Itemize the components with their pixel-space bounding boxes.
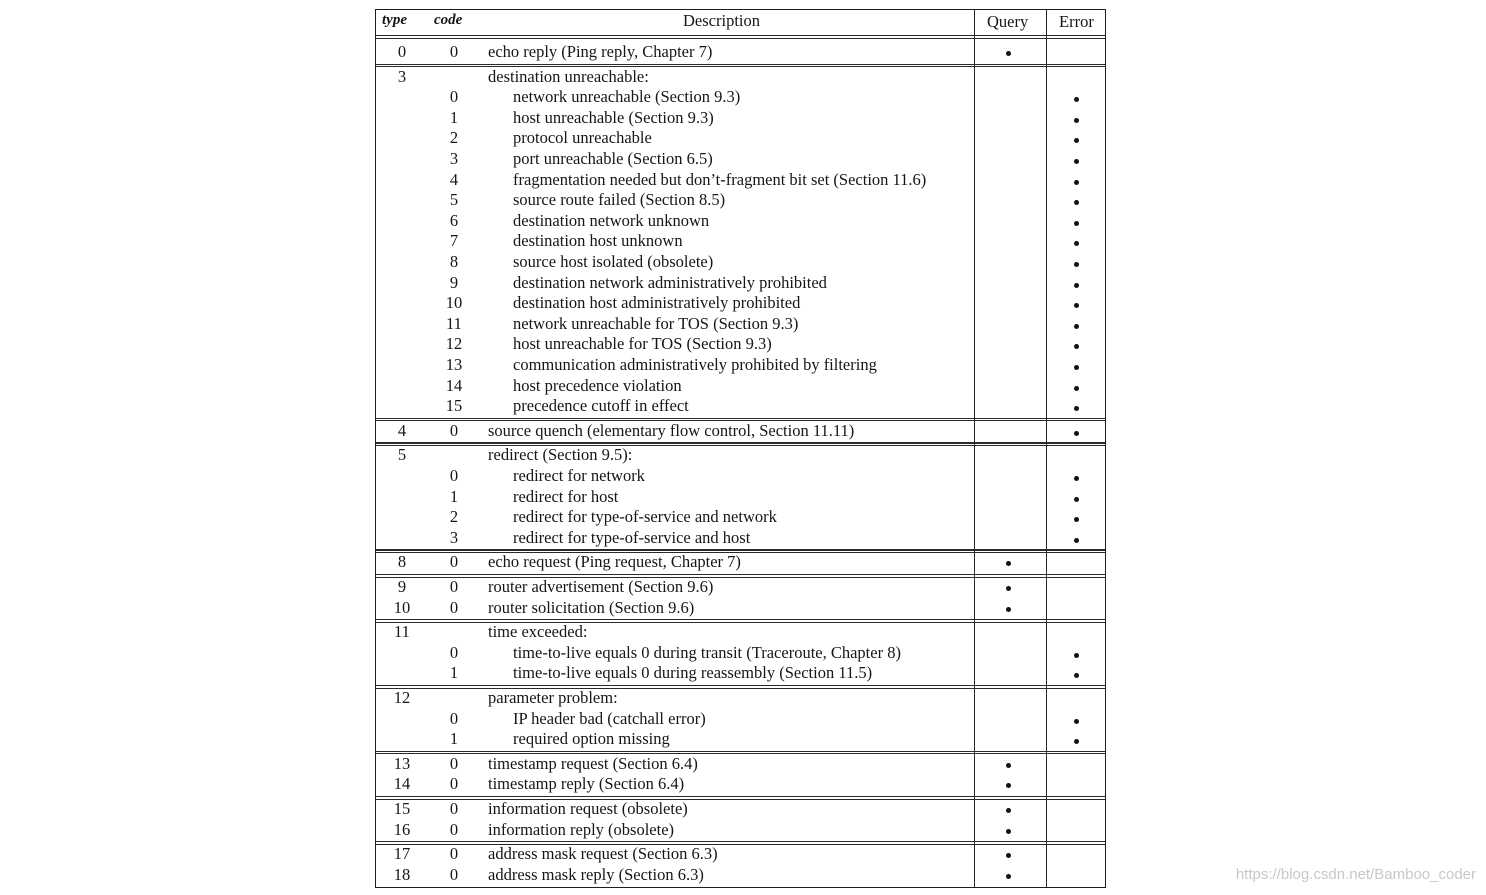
error-mark xyxy=(1074,221,1079,226)
header-code: code xyxy=(434,12,463,28)
error-mark xyxy=(1074,118,1079,123)
cell-type: 15 xyxy=(393,799,411,818)
group-rule-top xyxy=(376,685,1105,686)
error-mark xyxy=(1074,97,1079,102)
header-type: type xyxy=(382,12,407,28)
cell-code: 0 xyxy=(449,819,459,839)
group-rule-top xyxy=(376,841,1105,842)
cell-type: 10 xyxy=(393,597,411,617)
query-mark xyxy=(1006,607,1011,612)
cell-code: 1 xyxy=(449,729,459,749)
header-rule-top xyxy=(376,35,1105,36)
cell-description: redirect for type-of-service and host xyxy=(513,527,751,547)
query-mark xyxy=(1006,763,1011,768)
cell-code: 0 xyxy=(449,466,459,485)
error-mark xyxy=(1074,303,1079,308)
cell-code: 0 xyxy=(449,577,459,596)
cell-code: 8 xyxy=(449,252,459,271)
cell-code: 9 xyxy=(449,272,459,292)
group-rule-top xyxy=(376,418,1105,419)
header-error: Error xyxy=(1059,12,1094,31)
cell-description: timestamp reply (Section 6.4) xyxy=(488,774,685,794)
cell-description: timestamp request (Section 6.4) xyxy=(488,753,698,773)
cell-description-heading: destination unreachable: xyxy=(488,66,649,86)
cell-description: fragmentation needed but don’t-fragment bit set (Section 11.6) xyxy=(513,169,927,189)
column-divider-query xyxy=(974,10,975,887)
cell-type: 3 xyxy=(397,66,407,86)
cell-description: port unreachable (Section 6.5) xyxy=(513,149,713,168)
cell-description: address mask request (Section 6.3) xyxy=(488,844,718,864)
group-rule-bottom xyxy=(376,844,1105,845)
cell-description-heading: redirect (Section 9.5): xyxy=(488,445,633,465)
group-rule-top xyxy=(376,64,1105,65)
cell-description: time-to-live equals 0 during transit (Traceroute, Chapter 8) xyxy=(513,642,901,662)
error-mark xyxy=(1074,324,1079,329)
cell-description: host unreachable for TOS (Section 9.3) xyxy=(513,334,772,354)
error-mark xyxy=(1074,538,1079,543)
error-mark xyxy=(1074,159,1079,164)
cell-type: 8 xyxy=(397,552,407,572)
icmp-message-types-table xyxy=(375,9,1106,888)
cell-type: 18 xyxy=(393,864,411,884)
cell-type: 5 xyxy=(397,445,407,465)
error-mark xyxy=(1074,386,1079,391)
header-rule-bottom xyxy=(376,38,1105,39)
cell-code: 2 xyxy=(449,128,459,148)
cell-description: redirect for host xyxy=(513,486,619,506)
query-mark xyxy=(1006,51,1011,56)
cell-type: 17 xyxy=(393,844,411,864)
cell-description: source host isolated (obsolete) xyxy=(513,252,714,271)
error-mark xyxy=(1074,200,1079,205)
error-mark xyxy=(1074,673,1079,678)
group-rule-bottom xyxy=(376,577,1105,578)
cell-description: precedence cutoff in effect xyxy=(513,396,689,416)
group-rule-bottom xyxy=(376,66,1105,67)
cell-type: 9 xyxy=(397,577,407,596)
error-mark xyxy=(1074,138,1079,143)
cell-code: 15 xyxy=(445,396,463,416)
cell-type: 12 xyxy=(393,688,411,707)
cell-code: 0 xyxy=(449,844,459,864)
cell-code: 0 xyxy=(449,864,459,884)
cell-description: destination host administratively prohibited xyxy=(513,293,801,313)
cell-code: 0 xyxy=(449,42,459,61)
cell-description: redirect for type-of-service and network xyxy=(513,507,777,527)
cell-code: 13 xyxy=(445,355,463,374)
cell-code: 14 xyxy=(445,375,463,395)
cell-code: 1 xyxy=(449,107,459,127)
query-mark xyxy=(1006,808,1011,813)
cell-code: 0 xyxy=(449,597,459,617)
cell-code: 0 xyxy=(449,799,459,818)
cell-code: 0 xyxy=(449,708,459,728)
cell-description: source route failed (Section 8.5) xyxy=(513,190,726,210)
group-rule-top xyxy=(376,751,1105,752)
error-mark xyxy=(1074,262,1079,267)
cell-type: 14 xyxy=(393,774,411,794)
group-rule-bottom xyxy=(376,799,1105,800)
error-mark xyxy=(1074,719,1079,724)
cell-description: source quench (elementary flow control, Section 11.11) xyxy=(488,420,855,440)
cell-code: 10 xyxy=(445,293,463,313)
cell-type: 13 xyxy=(393,753,411,773)
query-mark xyxy=(1006,853,1011,858)
error-mark xyxy=(1074,283,1079,288)
cell-type: 16 xyxy=(393,819,411,839)
error-mark xyxy=(1074,431,1079,436)
error-mark xyxy=(1074,739,1079,744)
cell-description: host unreachable (Section 9.3) xyxy=(513,107,714,127)
error-mark xyxy=(1074,517,1079,522)
cell-description: information request (obsolete) xyxy=(488,799,688,818)
cell-code: 0 xyxy=(449,642,459,662)
cell-description: time-to-live equals 0 during reassembly (Section 11.5) xyxy=(513,663,873,683)
cell-type: 11 xyxy=(394,622,410,642)
cell-description: required option missing xyxy=(513,729,670,749)
header-query: Query xyxy=(987,12,1029,31)
error-mark xyxy=(1074,241,1079,246)
cell-code: 0 xyxy=(449,420,459,440)
error-mark xyxy=(1074,653,1079,658)
cell-code: 12 xyxy=(445,334,463,354)
cell-code: 7 xyxy=(449,231,459,251)
column-divider-error xyxy=(1046,10,1047,887)
cell-description: communication administratively prohibited by filtering xyxy=(513,355,877,374)
cell-description-heading: parameter problem: xyxy=(488,688,618,707)
cell-description: address mask reply (Section 6.3) xyxy=(488,864,704,884)
cell-code: 0 xyxy=(449,774,459,794)
cell-code: 2 xyxy=(449,507,459,527)
cell-description: destination network unknown xyxy=(513,210,710,230)
query-mark xyxy=(1006,561,1011,566)
cell-description: protocol unreachable xyxy=(513,128,652,148)
group-rule-bottom xyxy=(376,688,1105,689)
header-description: Description xyxy=(683,11,760,30)
cell-description: destination host unknown xyxy=(513,231,683,251)
error-mark xyxy=(1074,497,1079,502)
cell-description: echo reply (Ping reply, Chapter 7) xyxy=(488,42,713,61)
group-rule-bottom xyxy=(376,622,1105,623)
cell-description: destination network administratively prohibited xyxy=(513,272,827,292)
group-rule-bottom xyxy=(376,445,1105,446)
cell-description: redirect for network xyxy=(513,466,645,485)
cell-code: 3 xyxy=(449,149,459,168)
group-rule-bottom xyxy=(376,753,1105,754)
error-mark xyxy=(1074,180,1079,185)
cell-code: 3 xyxy=(449,527,459,547)
cell-description: information reply (obsolete) xyxy=(488,819,675,839)
cell-code: 0 xyxy=(449,87,459,107)
error-mark xyxy=(1074,406,1079,411)
cell-type: 0 xyxy=(397,42,407,61)
group-rule-top xyxy=(376,796,1105,797)
cell-description-heading: time exceeded: xyxy=(488,622,588,642)
cell-code: 4 xyxy=(449,169,459,189)
group-rule-top xyxy=(376,549,1105,550)
group-rule-top xyxy=(376,574,1105,575)
cell-code: 5 xyxy=(449,190,459,210)
error-mark xyxy=(1074,476,1079,481)
group-rule-top xyxy=(376,619,1105,620)
cell-code: 6 xyxy=(449,210,459,230)
query-mark xyxy=(1006,829,1011,834)
cell-code: 1 xyxy=(449,486,459,506)
cell-description: host precedence violation xyxy=(513,375,682,395)
cell-code: 0 xyxy=(449,753,459,773)
error-mark xyxy=(1074,365,1079,370)
error-mark xyxy=(1074,344,1079,349)
query-mark xyxy=(1006,783,1011,788)
cell-code: 11 xyxy=(446,313,462,333)
cell-description: router solicitation (Section 9.6) xyxy=(488,597,695,617)
cell-description: IP header bad (catchall error) xyxy=(513,708,706,728)
query-mark xyxy=(1006,874,1011,879)
cell-description: echo request (Ping request, Chapter 7) xyxy=(488,552,741,572)
query-mark xyxy=(1006,586,1011,591)
group-rule-top xyxy=(376,442,1105,443)
cell-description: network unreachable for TOS (Section 9.3) xyxy=(513,313,799,333)
cell-description: router advertisement (Section 9.6) xyxy=(488,577,714,596)
cell-type: 4 xyxy=(397,420,407,440)
cell-code: 1 xyxy=(449,663,459,683)
cell-code: 0 xyxy=(449,552,459,572)
cell-description: network unreachable (Section 9.3) xyxy=(513,87,741,107)
watermark-text: https://blog.csdn.net/Bamboo_coder xyxy=(1235,866,1476,883)
